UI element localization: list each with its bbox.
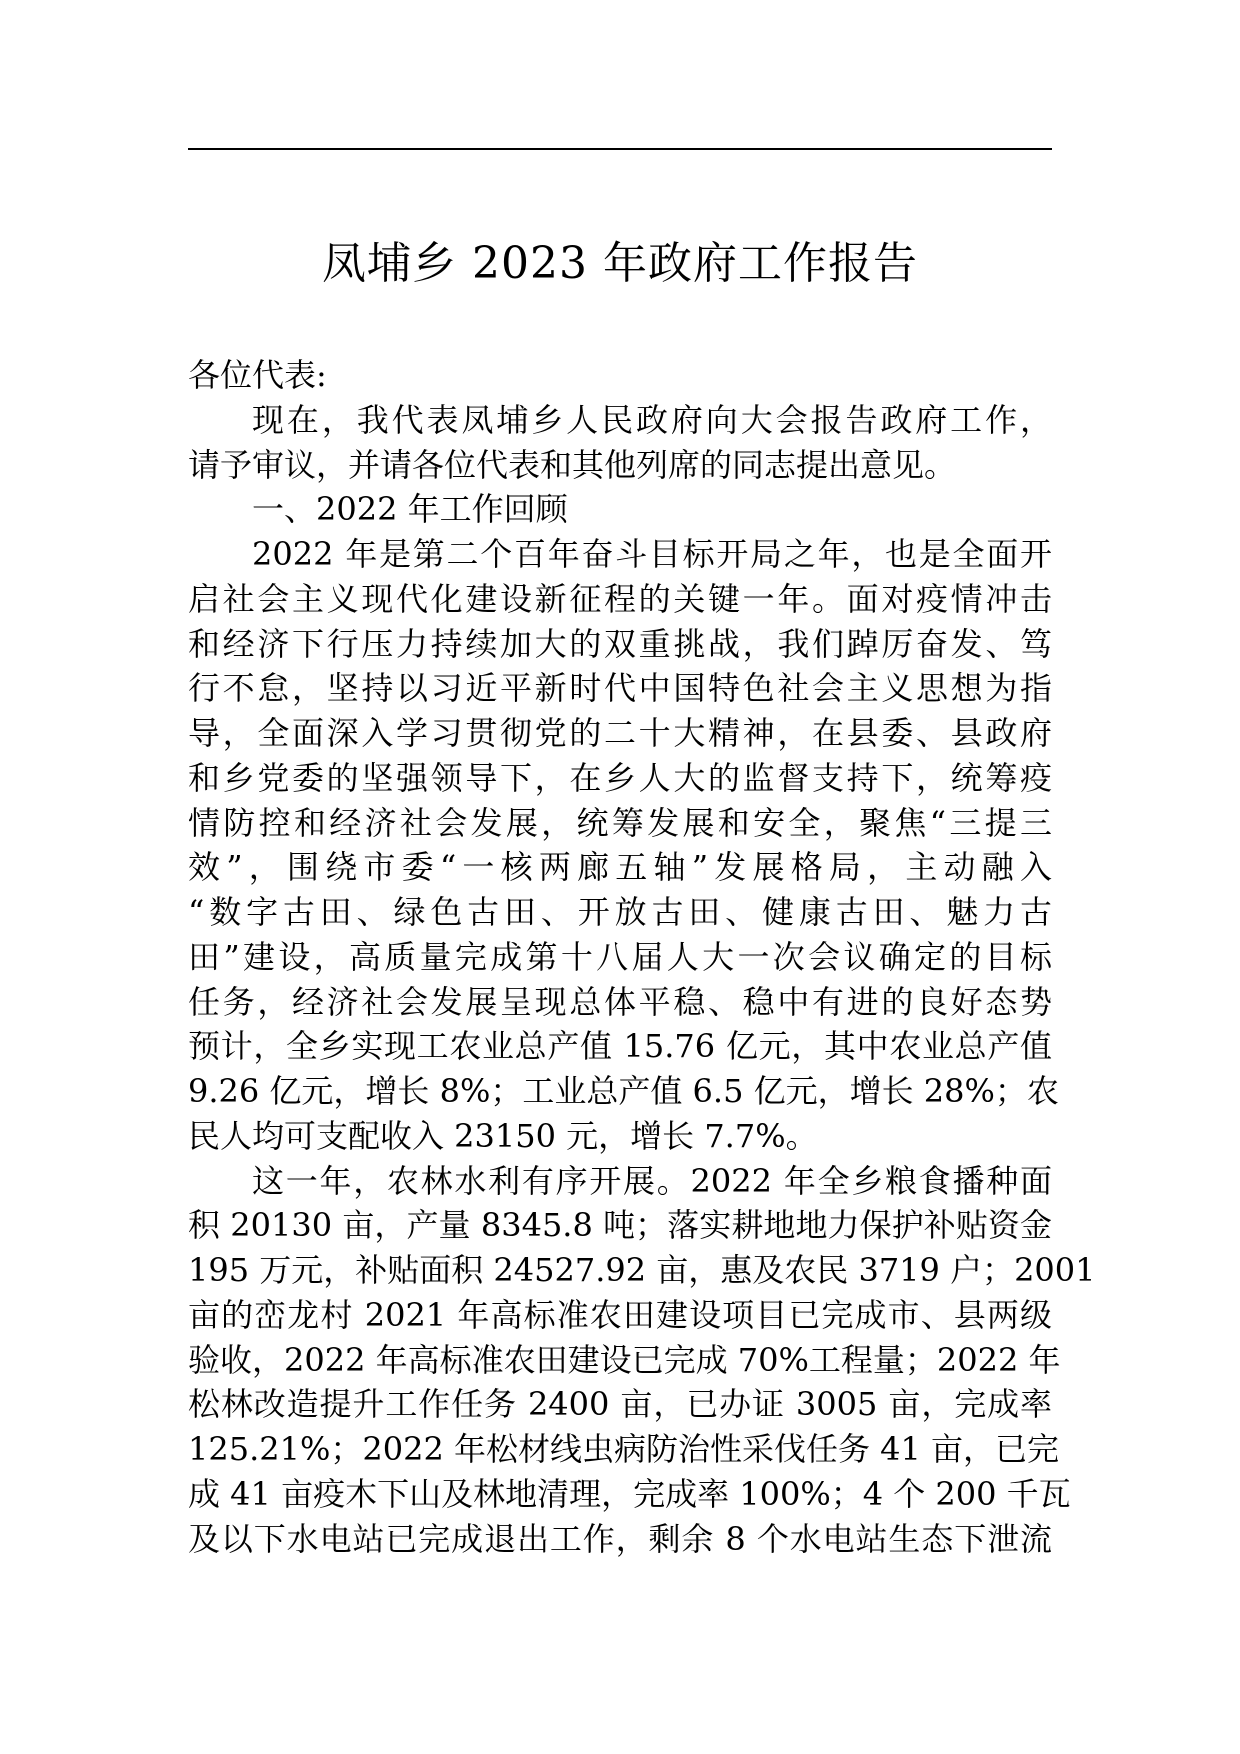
body-line: 及以下水电站已完成退出工作，剩余 8 个水电站生态下泄流 — [188, 1519, 1052, 1558]
body-line: 积 20130 亩，产量 8345.8 吨；落实耕地地力保护补贴资金 — [188, 1206, 1052, 1245]
body-line: 效”，围绕市委“一核两廊五轴”发展格局，主动融入 — [188, 848, 1052, 887]
body-line: 亩的峦龙村 2021 年高标准农田建设项目已完成市、县两级 — [188, 1295, 1052, 1334]
document-body — [188, 353, 1096, 1561]
body-line: 松林改造提升工作任务 2400 亩，已办证 3005 亩，完成率 — [188, 1385, 1052, 1424]
body-line: 预计，全乡实现工农业总产值 15.76 亿元，其中农业总产值 — [188, 1027, 1052, 1066]
body-line: 这一年，农林水利有序开展。2022 年全乡粮食播种面 — [252, 1161, 1052, 1200]
body-line: 验收，2022 年高标准农田建设已完成 70%工程量；2022 年 — [188, 1340, 1061, 1379]
body-line: 民人均可支配收入 23150 元，增长 7.7%。 — [188, 1116, 818, 1155]
body-line: 现在，我代表凤埔乡人民政府向大会报告政府工作， — [252, 400, 1052, 439]
body-line: 9.26 亿元，增长 8%；工业总产值 6.5 亿元，增长 28%；农 — [188, 1072, 1059, 1110]
body-line: 各位代表: — [188, 356, 327, 394]
body-line: 成 41 亩疫木下山及林地清理，完成率 100%；4 个 200 千瓦 — [188, 1474, 1071, 1513]
body-line: “数字古田、绿色古田、开放古田、健康古田、魅力古 — [188, 893, 1052, 931]
body-line: 2022 年是第二个百年奋斗目标开局之年，也是全面开 — [252, 535, 1052, 573]
body-line: 导，全面深入学习贯彻党的二十大精神，在县委、县政府 — [188, 714, 1052, 752]
body-line: 125.21%；2022 年松材线虫病防治性采伐任务 41 亩，已完 — [188, 1430, 1060, 1468]
body-line: 田”建设，高质量完成第十八届人大一次会议确定的目标 — [188, 937, 1052, 976]
document-title: 凤埔乡 2023 年政府工作报告 — [322, 238, 918, 289]
body-line: 行不怠，坚持以习近平新时代中国特色社会主义思想为指 — [188, 669, 1052, 708]
header-rule — [188, 148, 1052, 150]
body-line: 请予审议，并请各位代表和其他列席的同志提出意见。 — [188, 445, 957, 484]
body-line: 和经济下行压力持续加大的双重挑战，我们踔厉奋发、笃 — [188, 624, 1052, 663]
body-line: 任务，经济社会发展呈现总体平稳、稳中有进的良好态势 — [188, 982, 1052, 1021]
body-line: 195 万元，补贴面积 24527.92 亩，惠及农民 3719 户；2001 — [188, 1251, 1096, 1289]
body-line: 情防控和经济社会发展，统筹发展和安全，聚焦“三提三 — [188, 803, 1052, 842]
body-line: 和乡党委的坚强领导下，在乡人大的监督支持下，统筹疫 — [188, 758, 1052, 797]
body-line: 一、2022 年工作回顾 — [252, 490, 568, 529]
body-line: 启社会主义现代化建设新征程的关键一年。面对疫情冲击 — [188, 579, 1052, 618]
